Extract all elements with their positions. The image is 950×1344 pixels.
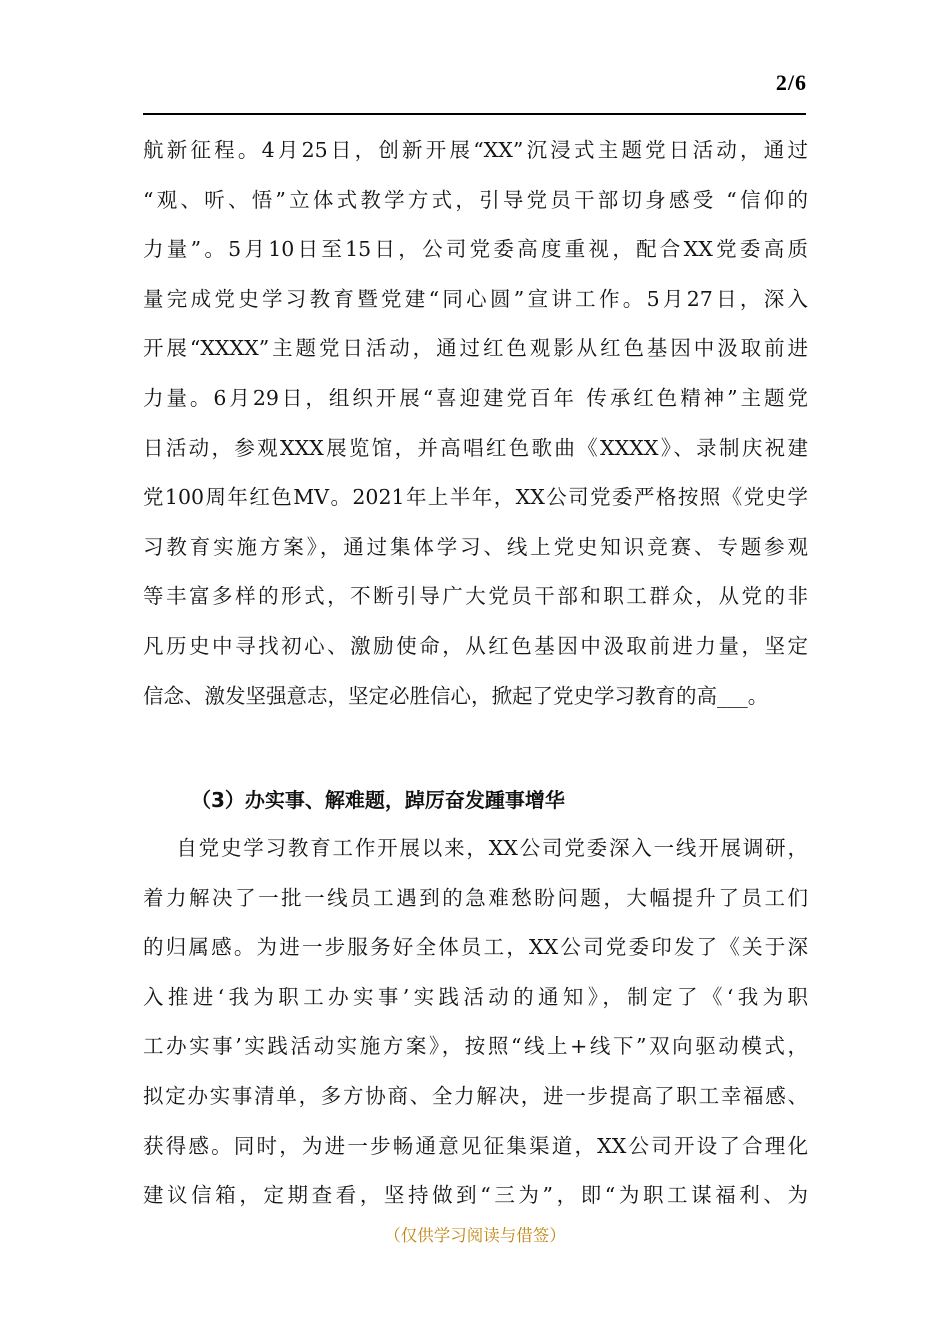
body-paragraph-1 bbox=[143, 126, 808, 721]
paragraph-line: 凡历史中寻找初心、激励使命，从红色基因中汲取前进力量，坚定 bbox=[143, 633, 808, 658]
page-number: 2/6 bbox=[775, 70, 807, 95]
paragraph-line: 入推进‘我为职工办实事’实践活动的通知》，制定了《‘我为职 bbox=[143, 984, 808, 1009]
paragraph-line: “观、听、悟”立体式教学方式，引导党员干部切身感受 “信仰的 bbox=[143, 187, 808, 212]
paragraph-line: 建议信箱，定期查看，坚持做到“三为”，即“为职工谋福利、为 bbox=[143, 1183, 808, 1208]
paragraph-line: 力量。6月29日，组织开展“喜迎建党百年 传承红色精神”主题党 bbox=[143, 385, 808, 410]
paragraph-line: 自党史学习教育工作开展以来，XX公司党委深入一线开展调研， bbox=[143, 836, 808, 860]
paragraph-line: 开展“XXXX”主题党日活动，通过红色观影从红色基因中汲取前进 bbox=[143, 336, 808, 361]
section-heading: （3）办实事、解难题，踔厉奋发踵事增华 bbox=[191, 788, 565, 812]
paragraph-line: 航新征程。4月25日，创新开展“XX”沉浸式主题党日活动，通过 bbox=[143, 138, 808, 162]
header-rule bbox=[143, 113, 806, 115]
body-paragraph-2 bbox=[143, 824, 808, 1221]
paragraph-line: 信念、激发坚强意志，坚定必胜信心，掀起了党史学习教育的高___。 bbox=[143, 683, 769, 708]
paragraph-line: 日活动，参观XXX展览馆，并高唱红色歌曲《XXXX》、录制庆祝建 bbox=[143, 435, 808, 460]
paragraph-line: 习教育实施方案》，通过集体学习、线上党史知识竞赛、专题参观 bbox=[143, 534, 808, 559]
paragraph-line: 等丰富多样的形式，不断引导广大党员干部和职工群众，从党的非 bbox=[143, 584, 808, 609]
paragraph-line: 拟定办实事清单，多方协商、全力解决，进一步提高了职工幸福感、 bbox=[143, 1083, 808, 1108]
paragraph-line: 工办实事’实践活动实施方案》，按照“线上+线下”双向驱动模式， bbox=[143, 1034, 808, 1059]
paragraph-line: 获得感。同时，为进一步畅通意见征集渠道，XX公司开设了合理化 bbox=[143, 1133, 808, 1158]
paragraph-line: 党100周年红色MV。2021年上半年，XX公司党委严格按照《党史学 bbox=[143, 485, 808, 510]
paragraph-line: 力量”。5月10日至15日，公司党委高度重视，配合XX党委高质 bbox=[143, 237, 808, 262]
paragraph-line: 量完成党史学习教育暨党建“同心圆”宣讲工作。5月27日，深入 bbox=[143, 286, 808, 311]
footer-note: （仅供学习阅读与借签） bbox=[384, 1226, 566, 1245]
paragraph-line: 着力解决了一批一线员工遇到的急难愁盼问题，大幅提升了员工们 bbox=[143, 885, 808, 910]
paragraph-line: 的归属感。为进一步服务好全体员工，XX公司党委印发了《关于深 bbox=[143, 935, 808, 960]
